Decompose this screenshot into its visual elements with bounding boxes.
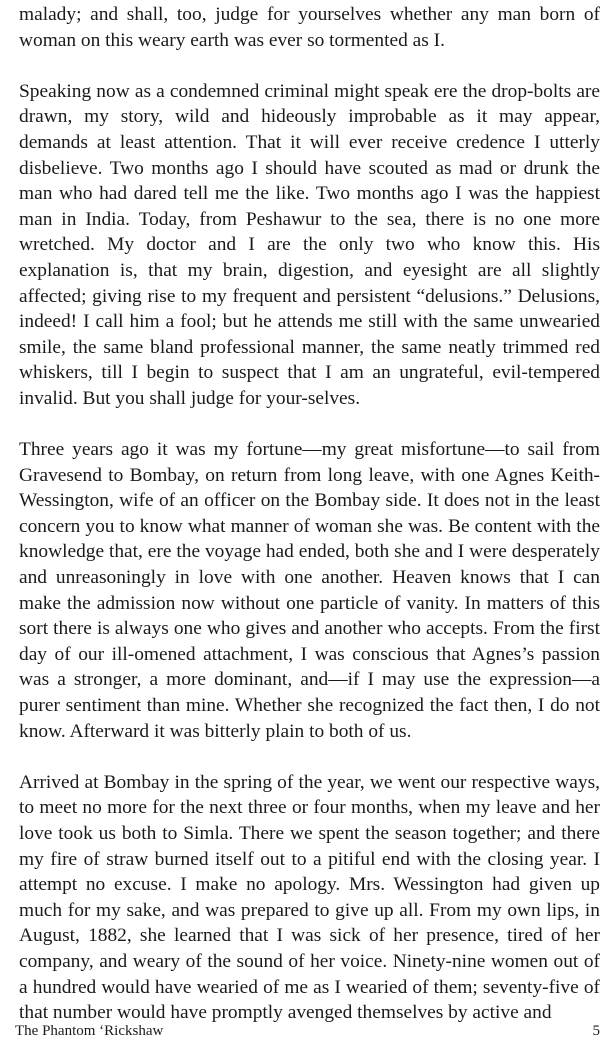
page-body	[19, 0, 600, 1026]
paragraph: Arrived at Bombay in the spring of the year, we went our respective ways, to meet no more for the next three or four months, when my leave and her love took us both to Simla. There we spent the season together; and there my fire of straw burned itself out to a pitiful end with the closing year. I attempt no excuse. I make no apology. Mrs. Wessington had given up much for my sake, and was prepared to give up all. From my own lips, in August, 1882, she learned that I was sick of her presence, tired of her company, and weary of the sound of her voice. Ninety-nine women out of a hundred would have wearied of me as I wearied of them; seventy-five of that number would have promptly avenged themselves by active and	[19, 771, 600, 1024]
page-footer	[15, 1022, 600, 1040]
paragraph: malady; and shall, too, judge for yourselves whether any man born of woman on this weary earth was ever so tormented as I.	[19, 4, 600, 51]
paragraph: Speaking now as a condemned criminal might speak ere the drop-bolts are drawn, my story, wild and hideously improbable as it may appear, demands at least attention. That it will ever receive credence I utterly disbelieve. Two months ago I should have scouted as mad or drunk the man who had dared tell me the like. Two months ago I was the happiest man in India. Today, from Peshawur to the sea, there is no one more wretched. My doctor and I are the only two who know this. His explanation is, that my brain, digestion, and eyesight are all slightly affected; giving rise to my frequent and persistent “delusions.” Delusions, indeed! I call him a fool; but he attends me still with the same unwearied smile, the same bland professional manner, the same neatly trimmed red whiskers, till I begin to suspect that I am an ungrateful, evil-tempered invalid. But you shall judge for your-selves.	[19, 80, 600, 409]
paragraph: Three years ago it was my fortune—my great misfortune—to sail from Gravesend to Bombay, on return from long leave, with one Agnes Keith-Wessington, wife of an officer on the Bombay side. It does not in the least concern you to know what manner of woman she was. Be content with the knowledge that, ere the voyage had ended, both she and I were desperately and unreasoningly in love with one another. Heaven knows that I can make the admission now without one particle of vanity. In matters of this sort there is always one who gives and another who accepts. From the first day of our ill-omened attachment, I was conscious that Agnes’s passion was a stronger, a more dominant, and—if I may use the expression—a purer sentiment than mine. Whether she recognized the fact then, I do not know. Afterward it was bitterly plain to both of us.	[19, 439, 600, 742]
running-title: The Phantom ‘Rickshaw	[15, 1023, 164, 1039]
page-number: 5	[592, 1023, 600, 1039]
